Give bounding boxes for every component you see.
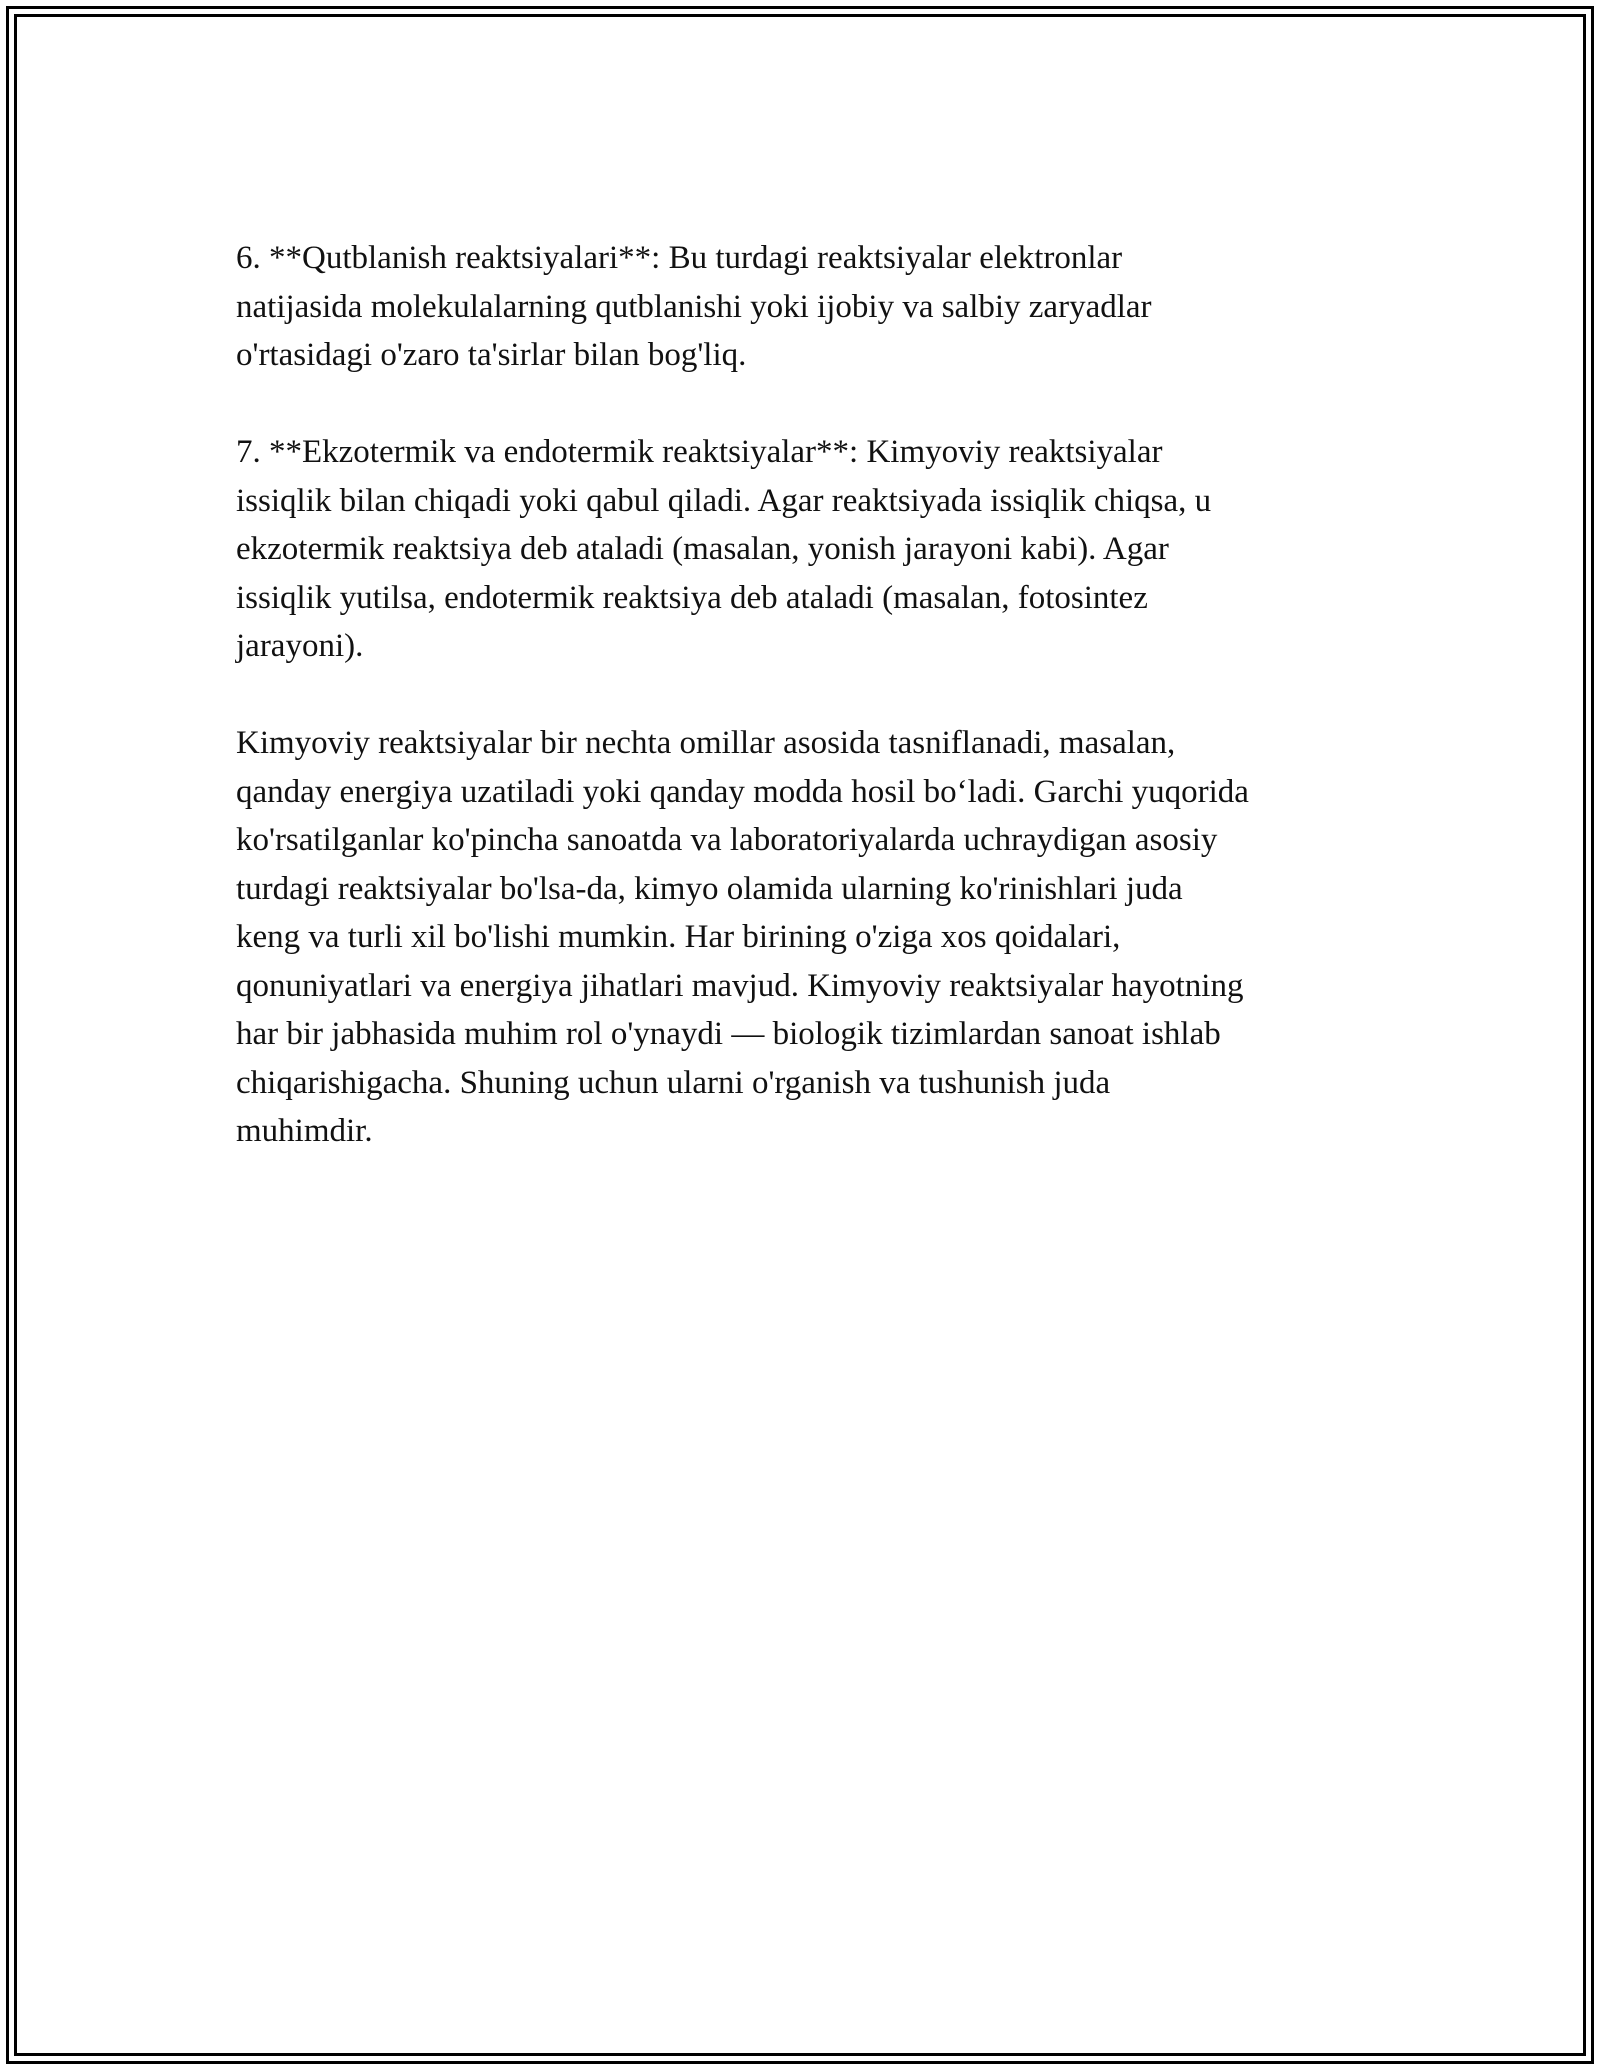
paragraph-conclusion xyxy=(236,719,1386,1156)
text-line: qanday energiya uzatiladi yoki qanday modda hosil bo‘ladi. Garchi yuqorida xyxy=(236,773,1249,810)
text-line: turdagi reaktsiyalar bo'lsa-da, kimyo olamida ularning ko'rinishlari juda xyxy=(236,870,1183,907)
document-body xyxy=(236,234,1386,1204)
text-line: keng va turli xil bo'lishi mumkin. Har birining o'ziga xos qoidalari, xyxy=(236,919,1121,955)
text-line: o'rtasidagi o'zaro ta'sirlar bilan bog'liq. xyxy=(236,337,747,373)
paragraph-polarization-reactions xyxy=(236,234,1386,380)
paragraph-exo-endothermic-reactions xyxy=(236,428,1386,671)
text-line: har bir jabhasida muhim rol o'ynaydi — biologik tizimlardan sanoat ishlab xyxy=(236,1016,1221,1052)
text-line: 6. **Qutblanish reaktsiyalari**: Bu turdagi reaktsiyalar elektronlar xyxy=(236,240,1123,276)
text-line: chiqarishigacha. Shuning uchun ularni o'rganish va tushunish juda xyxy=(236,1064,1111,1101)
text-line: jarayoni). xyxy=(236,628,364,664)
text-line: ko'rsatilganlar ko'pincha sanoatda va laboratoriyalarda uchraydigan asosiy xyxy=(236,822,1218,858)
text-line: muhimdir. xyxy=(236,1113,373,1149)
text-line: Kimyoviy reaktsiyalar bir nechta omillar asosida tasniflanadi, masalan, xyxy=(236,725,1176,761)
text-line: issiqlik yutilsa, endotermik reaktsiya deb ataladi (masalan, fotosintez xyxy=(236,579,1148,616)
text-line: qonuniyatlari va energiya jihatlari mavjud. Kimyoviy reaktsiyalar hayotning xyxy=(236,967,1244,1004)
text-line: 7. **Ekzotermik va endotermik reaktsiyalar**: Kimyoviy reaktsiyalar xyxy=(236,434,1163,470)
text-line: ekzotermik reaktsiya deb ataladi (masalan, yonish jarayoni kabi). Agar xyxy=(236,531,1169,567)
text-line: natijasida molekulalarning qutblanishi yoki ijobiy va salbiy zaryadlar xyxy=(236,288,1152,325)
text-line: issiqlik bilan chiqadi yoki qabul qiladi. Agar reaktsiyada issiqlik chiqsa, u xyxy=(236,482,1212,519)
